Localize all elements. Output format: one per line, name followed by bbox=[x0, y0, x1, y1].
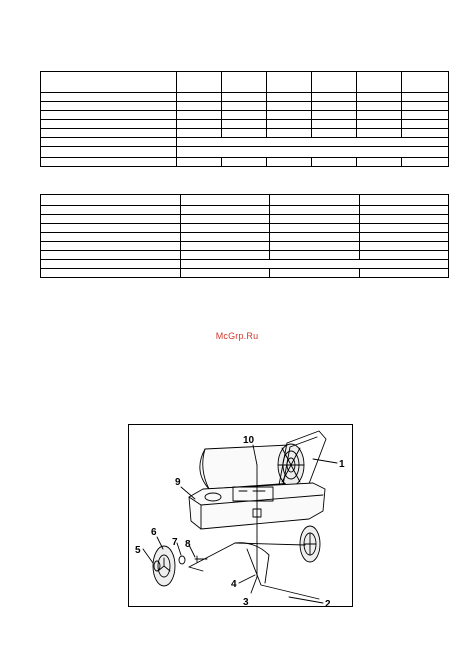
callout-1: 1 bbox=[339, 459, 345, 470]
watermark-link[interactable]: McGrp.Ru bbox=[215, 331, 259, 341]
table-row bbox=[41, 195, 449, 206]
table-row bbox=[41, 72, 449, 93]
table-row bbox=[41, 242, 449, 251]
heater-exploded-diagram bbox=[128, 424, 353, 607]
callout-2: 2 bbox=[325, 599, 331, 608]
callout-6: 6 bbox=[151, 527, 157, 538]
table-row bbox=[41, 206, 449, 215]
callout-10: 10 bbox=[243, 435, 255, 446]
table-row bbox=[41, 158, 449, 167]
heater-illustration bbox=[129, 425, 354, 608]
callout-9: 9 bbox=[175, 477, 181, 488]
spec-table-1 bbox=[40, 71, 449, 167]
table-row bbox=[41, 215, 449, 224]
table-row bbox=[41, 102, 449, 111]
table-row bbox=[41, 129, 449, 138]
callout-7: 7 bbox=[172, 537, 178, 548]
table-row bbox=[41, 147, 449, 158]
table-row bbox=[41, 233, 449, 242]
table-row bbox=[41, 269, 449, 278]
table-row bbox=[41, 111, 449, 120]
callout-8: 8 bbox=[185, 539, 191, 550]
table-row bbox=[41, 251, 449, 260]
table-row bbox=[41, 138, 449, 147]
spec-table-2 bbox=[40, 194, 449, 278]
callout-3: 3 bbox=[243, 597, 249, 608]
table-row bbox=[41, 224, 449, 233]
callout-5: 5 bbox=[135, 545, 141, 556]
table-row bbox=[41, 120, 449, 129]
table-row bbox=[41, 93, 449, 102]
callout-4: 4 bbox=[231, 579, 237, 590]
table-row bbox=[41, 260, 449, 269]
